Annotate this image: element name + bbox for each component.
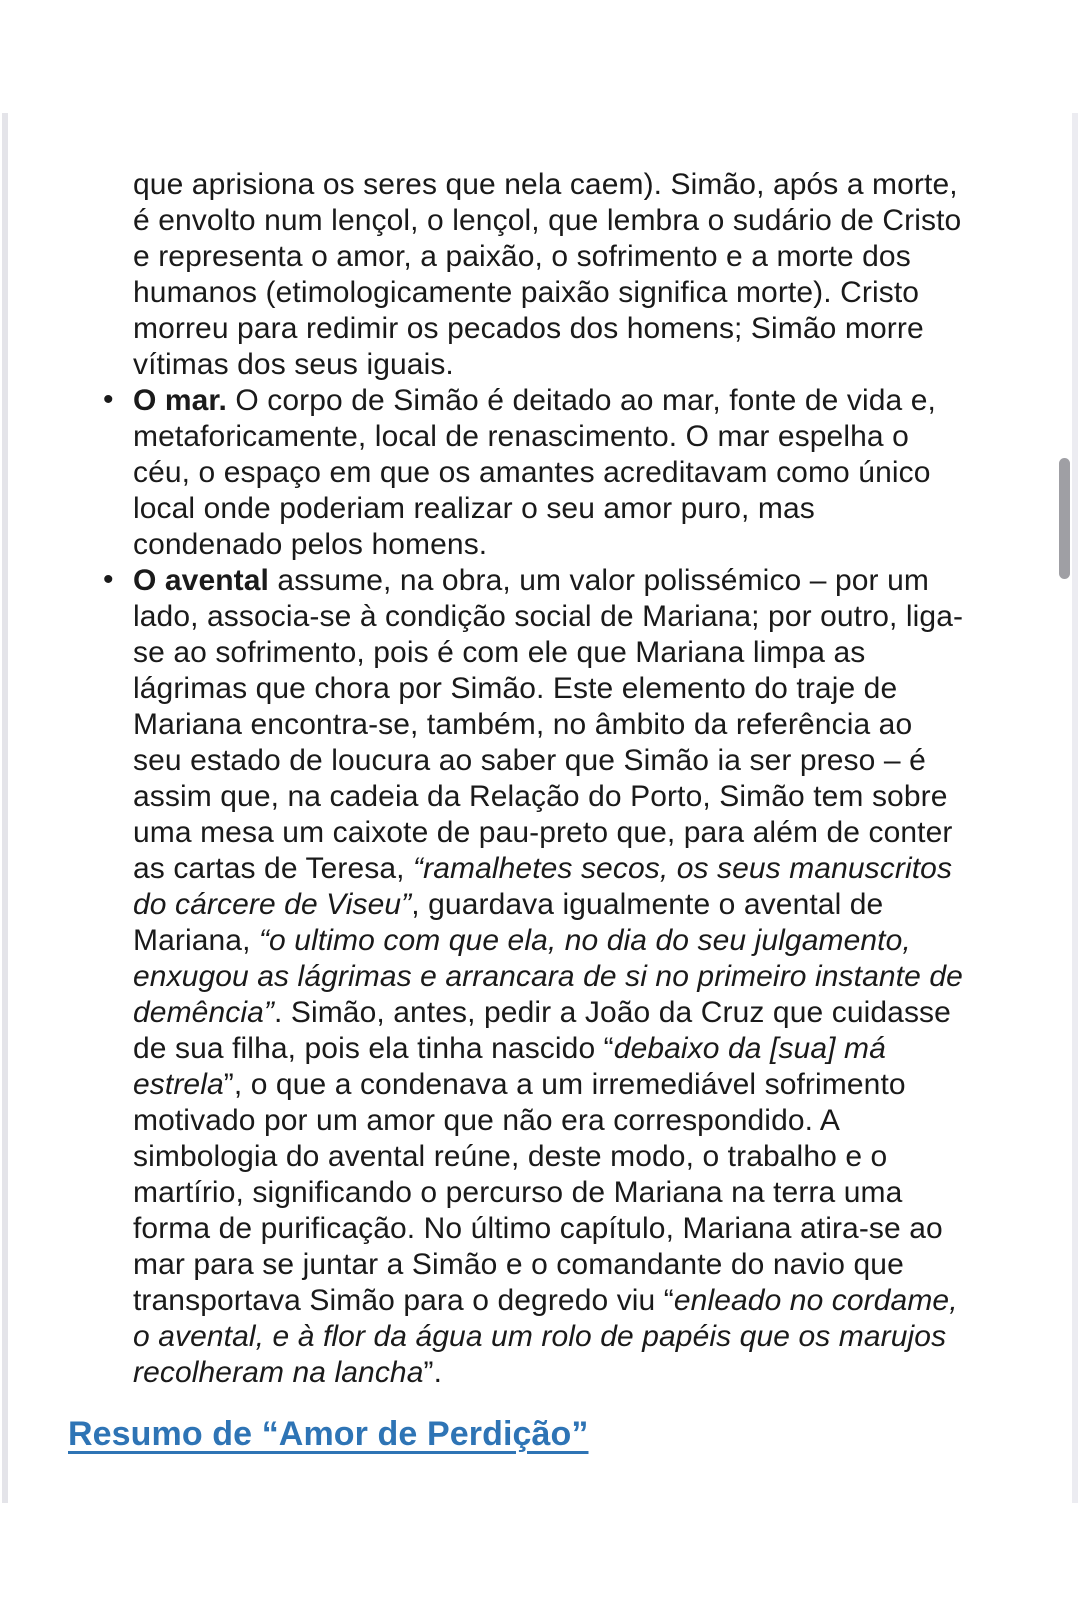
text-run: que aprisiona os seres que nela caem). Simão, após a morte, é envolto num lençol, o lençol, que lembra o sudário de Cristo e representa o amor, a paixão, o sofrimento e a morte dos humanos (etimologicamente paixão significa morte). Cristo morreu para redimir os pecados dos homens; Simão morre vítimas dos seus iguais.: [133, 168, 962, 381]
paragraph-continuation: [133, 167, 968, 383]
list-item-text: [133, 383, 968, 563]
text-run-bold: O avental: [133, 564, 269, 597]
text-run: . Simão, antes, pedir a João da Cruz que cuidasse de sua filha, pois ela tinha nascido “: [133, 996, 951, 1065]
text-run-italic: enleado no cordame, o avental, e à flor da água um rolo de papéis que os marujos recolheram na lancha: [133, 1284, 958, 1389]
list-item-o-avental: [103, 563, 968, 1391]
text-run: ”, o que a condenava a um irremediável sofrimento motivado por um amor que não era correspondido. A simbologia do avental reúne, deste modo, o trabalho e o martírio, significando o percurso de Mariana na terra uma forma de purificação. No último capítulo, Mariana atira-se ao mar para se juntar a Simão e o comandante do navio que transportava Simão para o degredo viu “: [133, 1068, 943, 1317]
text-run: O corpo de Simão é deitado ao mar, fonte de vida e, metaforicamente, local de renascimento. O mar espelha o céu, o espaço em que os amantes acreditavam como único local onde poderiam realizar o seu amor puro, mas condenado pelos homens.: [133, 384, 936, 561]
heading-label: Resumo de “Amor de Perdição”: [68, 1415, 589, 1453]
text-run: , guardava igualmente o avental de Mariana,: [133, 888, 884, 957]
text-run: assume, na obra, um valor polissémico – por um lado, associa-se à condição social de Mariana; por outro, liga-se ao sofrimento, pois é com ele que Mariana limpa as lágrimas que chora por Simão. Este elemento do traje de Mariana encontra-se, também, no âmbito da referência ao seu estado de loucura ao saber que Simão ia ser preso – é assim que, na cadeia da Relação do Porto, Simão tem sobre uma mesa um caixote de pau-preto que, para além de conter as cartas de Teresa,: [133, 564, 964, 885]
text-run-italic: debaixo da [sua] má estrela: [133, 1032, 886, 1101]
text-run-bold: O mar.: [133, 384, 227, 417]
text-run-italic: “ramalhetes secos, os seus manuscritos do cárcere de Viseu”: [133, 852, 953, 921]
text-run: ”.: [423, 1356, 443, 1389]
text-run-italic: “o ultimo com que ela, no dia do seu julgamento, enxugou as lágrimas e arrancara de si no primeiro instante de demência”: [133, 924, 963, 1029]
bullet-icon: •: [103, 563, 114, 596]
bullet-icon: •: [103, 383, 114, 416]
list-item-text: [133, 563, 968, 1391]
section-heading-link[interactable]: [68, 1413, 589, 1455]
list-item-o-mar: [103, 383, 968, 563]
